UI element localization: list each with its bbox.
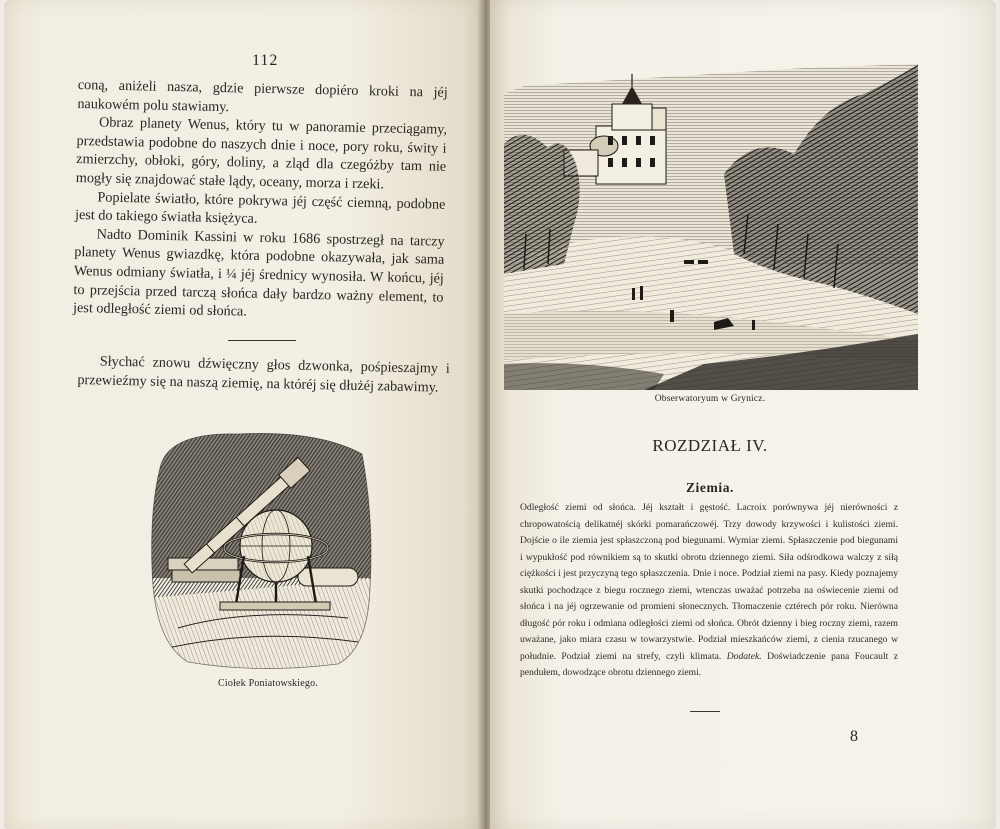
paragraph: Słychać znowu dźwięczny głos dzwonka, pośpieszajmy i przewieźmy się na naszą ziemię, na któréj się dłużéj zabawimy. xyxy=(77,353,450,396)
telescope-globe-icon xyxy=(148,428,376,672)
paragraph: Nadto Dominik Kassini w roku 1686 spostrzegł na tarczy planety Wenus gwiazdkę, która podobne okazywała, jak sama Wenus odmiany światła, i ¼ jéj średnicy wynosiła. W końcu, jéj to przejścia przed tarczą słońca dały bardzo ważny element, to jest odległość ziemi od słońca. xyxy=(72,226,445,320)
section-title: Ziemia. xyxy=(685,480,735,495)
summary-text: Odległość ziemi od słońca. Jéj kształt i gęstość. Lacroix porównywa jéj nierówności z chropowatością delikatnéj skórki pomarańczowéj. Trzy dowody krzywości i kulistości ziemi. Dojście o ile ziemia jest spłaszczoną pod biegunami. Wymiar ziemi. Spłaszczenie pod biegunami i wypukłość pod równikiem są to skutki obrotu dziennego ziemi. Siła odśrodkowa walczy z siłą ciężkości i jest przyczyną tego spłaszczenia. Dnie i noce. Podział ziemi na pasy. Kiedy poznajemy skutki pochodzące z biegu rocznego ziemi, wtenczas uważać potrzeba na oświecenie ziemi od słońca i na jéj ogrzewanie od promieni słonecznych. Tłomaczenie cztérech pór roku. Nierówna długość pór roku i odmiana odległości ziemi od słońca. Obrót dzienny i bieg roczny ziemi, razem uważane, jako miara czasu w towarzystwie. Podział mieszkańców ziemi, z cienia rzucanego w południe. Podział ziemi na strefy, czyli klimata. xyxy=(520,502,898,662)
telescope-globe-engraving xyxy=(148,428,376,672)
paragraph: coną, aniżeli nasza, gdzie pierwsze dopiéro kroki na jéj naukowém polu stawiamy. xyxy=(77,76,448,115)
left-page-number: 112 xyxy=(252,52,279,69)
summary-paragraph xyxy=(520,500,898,682)
left-body-text-bottom xyxy=(77,352,450,398)
left-figure-caption: Ciołek Poniatowskiego. xyxy=(218,678,318,689)
chapter-title: ROZDZIAŁ IV. xyxy=(652,436,768,455)
observatory-icon xyxy=(504,64,918,390)
observatory-landscape-engraving xyxy=(504,64,918,390)
paragraph: Popielate światło, które pokrywa jéj część ciemną, podobne jest do takiego światła księżyca. xyxy=(74,188,446,227)
right-figure-caption: Obserwatoryum w Grynicz. xyxy=(654,394,766,404)
chapter-summary xyxy=(520,500,898,682)
section-divider-right xyxy=(690,711,720,712)
summary-italic: Dodatek. xyxy=(726,650,762,662)
right-page-number: 8 xyxy=(850,728,858,745)
left-body-text xyxy=(73,76,448,325)
summary-text-end: Doświadczenie pana Foucault z pendułem, dowodzące obrotu dziennego ziemi. xyxy=(520,650,898,678)
paragraph: Obraz planety Wenus, który tu w panoramie przeciągamy, przedstawia podobne do naszych dnie i noce, pory roku, świty i zmierzchy, obłoki, góry, doliny, a zląd dla czegóżby tam nie mogły się znajdować stałe lądy, oceany, morza i rzeki. xyxy=(75,114,448,193)
section-divider xyxy=(228,340,296,341)
